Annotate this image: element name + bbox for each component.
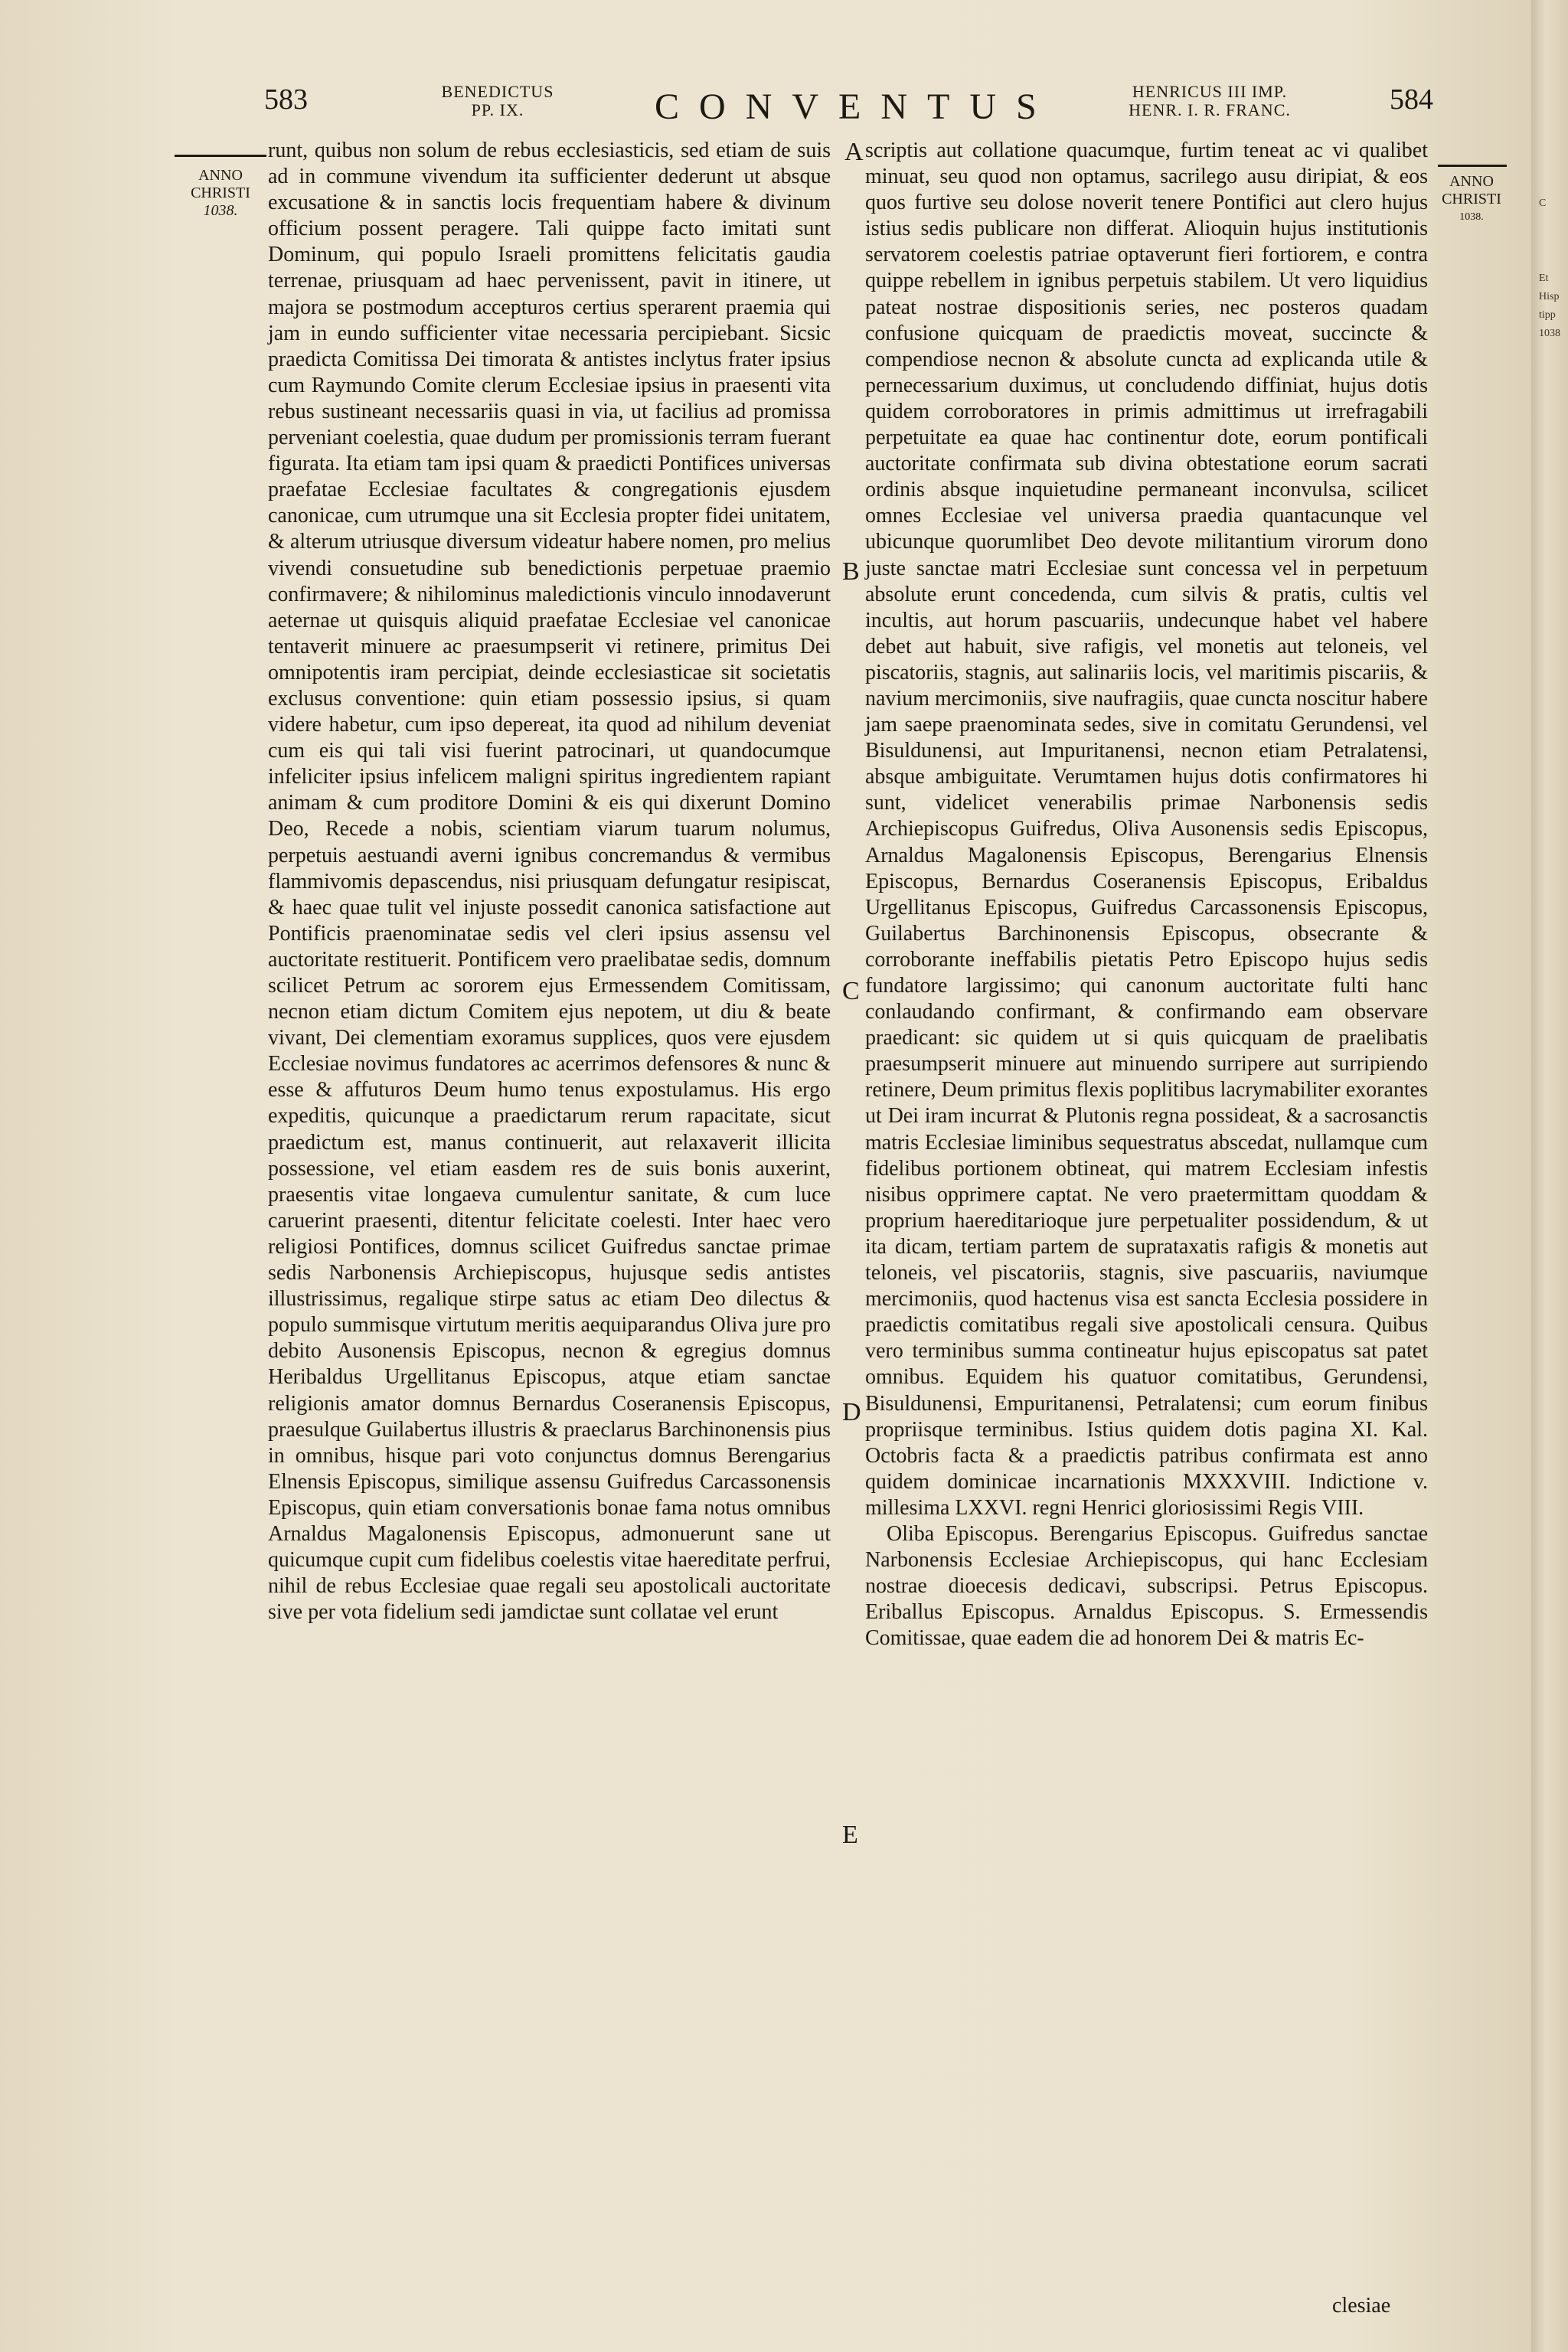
page-title: CONVENTUS: [655, 87, 1057, 127]
running-head-right: [1087, 83, 1332, 136]
left-margin-note: [175, 167, 266, 220]
right-column: [865, 138, 1428, 1651]
section-letter-e: E: [842, 1821, 858, 1849]
next-page-edge: [1531, 0, 1568, 2352]
page-number-left: 583: [264, 83, 308, 116]
right-margin-note: [1433, 173, 1510, 226]
right-margin-year: 1038.: [1459, 211, 1484, 223]
running-head-left-line2: PP. IX.: [471, 100, 524, 119]
edge-fragment-2: Et: [1539, 273, 1549, 284]
edge-fragment-5: 1038: [1539, 328, 1560, 339]
section-letter-a: A: [844, 138, 864, 166]
section-letter-d: D: [842, 1398, 861, 1426]
right-column-signatures: Oliba Episcopus. Berengarius Episcopus. Guifredus sanctae Narbonensis Ecclesiae Archiepiscopus, qui hanc Ecclesiam nostrae dioecesis dedicavi, subscripsi. Petrus Episcopus. Eriballus Episcopus. Arnaldus Episcopus. S. Ermessendis Comitissae, quae eadem die ad honorem Dei & matris Ec-: [865, 1521, 1428, 1651]
left-margin-rule: [175, 155, 266, 157]
edge-fragment-3: Hisp: [1539, 291, 1560, 302]
right-margin-rule: [1438, 165, 1507, 167]
edge-fragment-4: tipp: [1539, 309, 1556, 321]
page-number-right: 584: [1390, 83, 1433, 116]
running-head-right-line2: HENR. I. R. FRANC.: [1129, 100, 1291, 119]
running-head-right-line1: HENRICUS III IMP.: [1132, 82, 1288, 101]
right-margin-christi: CHRISTI: [1442, 191, 1501, 207]
running-head-left-line1: BENEDICTUS: [441, 82, 554, 101]
left-column: [268, 138, 831, 1625]
left-column-text: runt, quibus non solum de rebus ecclesiasticis, sed etiam de suis ad in commune vivendum ita sufficienter dederunt ut absque excusatione & in sanctis locis frequentiam habere & divinum officium possent peragere. Tali quippe facto imitati sunt Dominum, qui populo Israeli promittens felicitatis gaudia terrenae, priusquam ad haec pervenissent, pavit in itinere, ut majora se postmodum accepturos certius sperarent praemia qui jam in eundo sufficienter vitae necessaria percipiebant. Sicsic praedicta Comitissa Dei timorata & antistes inclytus frater ipsius cum Raymundo Comite clerum Ecclesiae ipsius in praesenti vita rebus sustineant necessariis quasi in via, ut facilius ad promissa perveniant coelestia, quae dudum per promissionis terram fuerant figurata. Ita etiam tam ipsi quam & praedicti Pontifices universas praefatae Ecclesiae facultates & congregationis ejusdem canonicae, cum utrumque una sit Ecclesia propter fidei unitatem, & alterum utriusque diversum videatur habere nomen, pro melius vivendi consuetudine sub benedictionis perpetuae praemio confirmavere; & nihilominus maledictionis vinculo innodaverunt aeternae ut quisquis aliquid praefatae Ecclesiae vel canonicae tentaverit minuere ac praesumpserit vi retinere, primitus Dei omnipotentis iram percipiat, deinde ecclesiasticae sit societatis exclusus conventione: quin etiam possessio ipsius, si quam videre habetur, cum ipso depereat, ita quod ad nihilum deveniat cum eis qui tali visi fuerint patrocinari, ut quandocumque infeliciter ipsius infelicem maligni spiritus ingredientem rapiant animam & cum proditore Domini & eis qui dixerunt Domino Deo, Recede a nobis, scientiam viarum tuarum nolumus, perpetuis aestuandi averni ignibus concremandus & vermibus flammivomis depascendus, nisi priusquam defungatur resipiscat, & haec quae tulit vel injuste possedit canonica satisfactione aut Pontificis praenominatae sedis vel cleri ipsius assensu vel auctoritate restituerit. Pontificem vero praelibatae sedis, domnum scilicet Petrum ac sororem ejus Ermessendem Comitissam, necnon etiam dictum Comitem ejus nepotem, ut diu & beate vivant, Dei clementiam exoramus supplices, quos vere ejusdem Ecclesiae novimus fundatores ac acerrimos defensores & nunc & esse & affuturos Deum humo tenus expostulamus. His ergo expeditis, quicunque a praedictarum rerum rapacitate, sicut praedictum est, manus continuerit, aut relaxaverit illicita possessione, vel etiam easdem res de suis bonis auxerint, praesentis vitae longaeva cumulentur sanitate, & cum luce caruerint praesenti, ditentur felicitate coelesti. Inter haec vero religiosi Pontifices, domnus scilicet Guifredus sanctae primae sedis Narbonensis Archiepiscopus, hujusque sedis antistes illustrissimus, regalique stirpe satus ac etiam Deo dilectus & populo summisque virtutum meritis aequiparandus Oliva jure pro debito Ausonensis Episcopus, necnon & egregius domnus Heribaldus Urgellitanus Episcopus, atque etiam sanctae religionis amator domnus Bernardus Coseranensis Episcopus, praesulque Guilabertus illustris & praeclarus Barchinonensis pius in omnibus, hisque pari voto conjunctus domnus Berengarius Elnensis Episcopus, similique assensu Guifredus Carcassonensis Episcopus, quin etiam conversationis bonae fama notus omnibus Arnaldus Magalonensis Episcopus, admonuerunt sane ut quicumque cupit cum fidelibus coelestis vitae haereditate perfrui, nihil de rebus Ecclesiae quae regali seu apostolicali auctoritate sive per vota fidelium sedi jamdictae sunt collatae vel erunt: [268, 139, 831, 1625]
right-margin-anno: ANNO: [1449, 173, 1494, 190]
left-margin-christi: CHRISTI: [191, 185, 250, 201]
right-column-text: scriptis aut collatione quacumque, furtim teneat ac vi qualibet minuat, seu quod non optamus, sacrilego ausu diripiat, & eos quos furtive seu dolose noverit tenere Pontifici aut clero hujus istius sedis publicare non differat. Alioquin hujus institutionis servatorem coelestis patriae optaverunt fieri fortiorem, e contra quippe rebellem in ignibus perpetuis stabilem. Ut vero liquidius pateat nostrae dispositionis series, nec posteros quadam confusione quicquam de praedictis moveat, succincte & compendiose necnon & absolute cuncta ad explicanda utile & pernecessarium duximus, ut concludendo diffiniat, hujus dotis quidem corroboratores in primis admittimus ut irrefragabili perpetuitate ea quae hac continentur dote, eorum pontificali auctoritate confirmata sub divina obtestatione eorum sacrati ordinis absque inquietudine permaneant inconvulsa, scilicet omnes Ecclesiae vel universa praedia quantacunque vel ubicunque quorumlibet Deo devote militantium virorum dono juste sanctae matri Ecclesiae sunt concessa vel in perpetuum absolute erunt concedenda, cum silvis & pratis, cultis vel incultis, aut horum pascuariis, undecunque habet vel habere debet aut habuit, sive rafigis, vel monetis aut teloneis, vel piscatoriis, stagnis, aut salinariis locis, vel maritimis piscariis, & navium mercimoniis, sive naufragiis, quae cuncta noscitur habere jam saepe praenominata sedes, sive in comitatu Gerundensi, vel Bisuldunensi, aut Impuritanensi, necnon etiam Petralatensi, absque ambiguitate. Verumtamen hujus dotis confirmatores hi sunt, videlicet venerabilis primae Narbonensis sedis Archiepiscopus Guifredus, Oliva Ausonensis sedis Episcopus, Arnaldus Magalonensis Episcopus, Berengarius Elnensis Episcopus, Bernardus Coseranensis Episcopus, Eribaldus Urgellitanus Episcopus, Guifredus Carcassonensis Episcopus, Guilabertus Barchinonensis Episcopus, obsecrante & corroborante ineffabilis pietatis Petro Episcopo hujus sedis fundatore largissimo; qui canonum auctoritate fulti hanc conlaudando confirmant, & confirmando eam observare praedicant: sic quidem ut si quis quicquam de praelibatis praesumpserit minuere aut minuendo surripere aut surripiendo retinere, Deum primitus flexis poplitibus lacrymabiliter exorantes ut Dei iram incurrat & Plutonis regna possideat, & a sacrosanctis matris Ecclesiae liminibus sequestratus abscedat, nullamque cum fidelibus portionem obtineat, qui matrem Ecclesiam infestis nisibus opprimere captat. Ne vero praetermittam quoddam & proprium haereditarioque jure perpetualiter possidendum, & ut ita dicam, tertiam partem de suprataxatis rafigis & monetis aut teloneis, vel piscatoriis, stagnis, sive pascuariis, naviumque mercimoniis, quod hactenus visa est sancta Ecclesia possidere in praedictis comitatibus regali sive apostolicali censura. Quibus vero terminibus summa contineatur hujus episcopatus sat patet omnibus. Equidem his quatuor comitatibus, Gerundensi, Bisuldunensi, Empuritanensi, Petralatensi; cum eorum finibus propriisque terminibus. Istius quidem dotis pagina XI. Kal. Octobris facta & a praedictis patribus confirmata est anno quidem dominicae incarnationis MXXXVIII. Indictione v. millesima LXXVI. regni Henrici gloriosissimi Regis VIII.: [865, 139, 1428, 1520]
left-margin-year: 1038.: [203, 202, 238, 219]
left-margin-anno: ANNO: [198, 167, 243, 184]
section-letter-c: C: [842, 977, 860, 1005]
catchword: clesiae: [1332, 2294, 1391, 2318]
edge-fragment-1: C: [1539, 198, 1547, 209]
running-head-left: [413, 83, 582, 136]
section-letter-b: B: [842, 557, 860, 586]
